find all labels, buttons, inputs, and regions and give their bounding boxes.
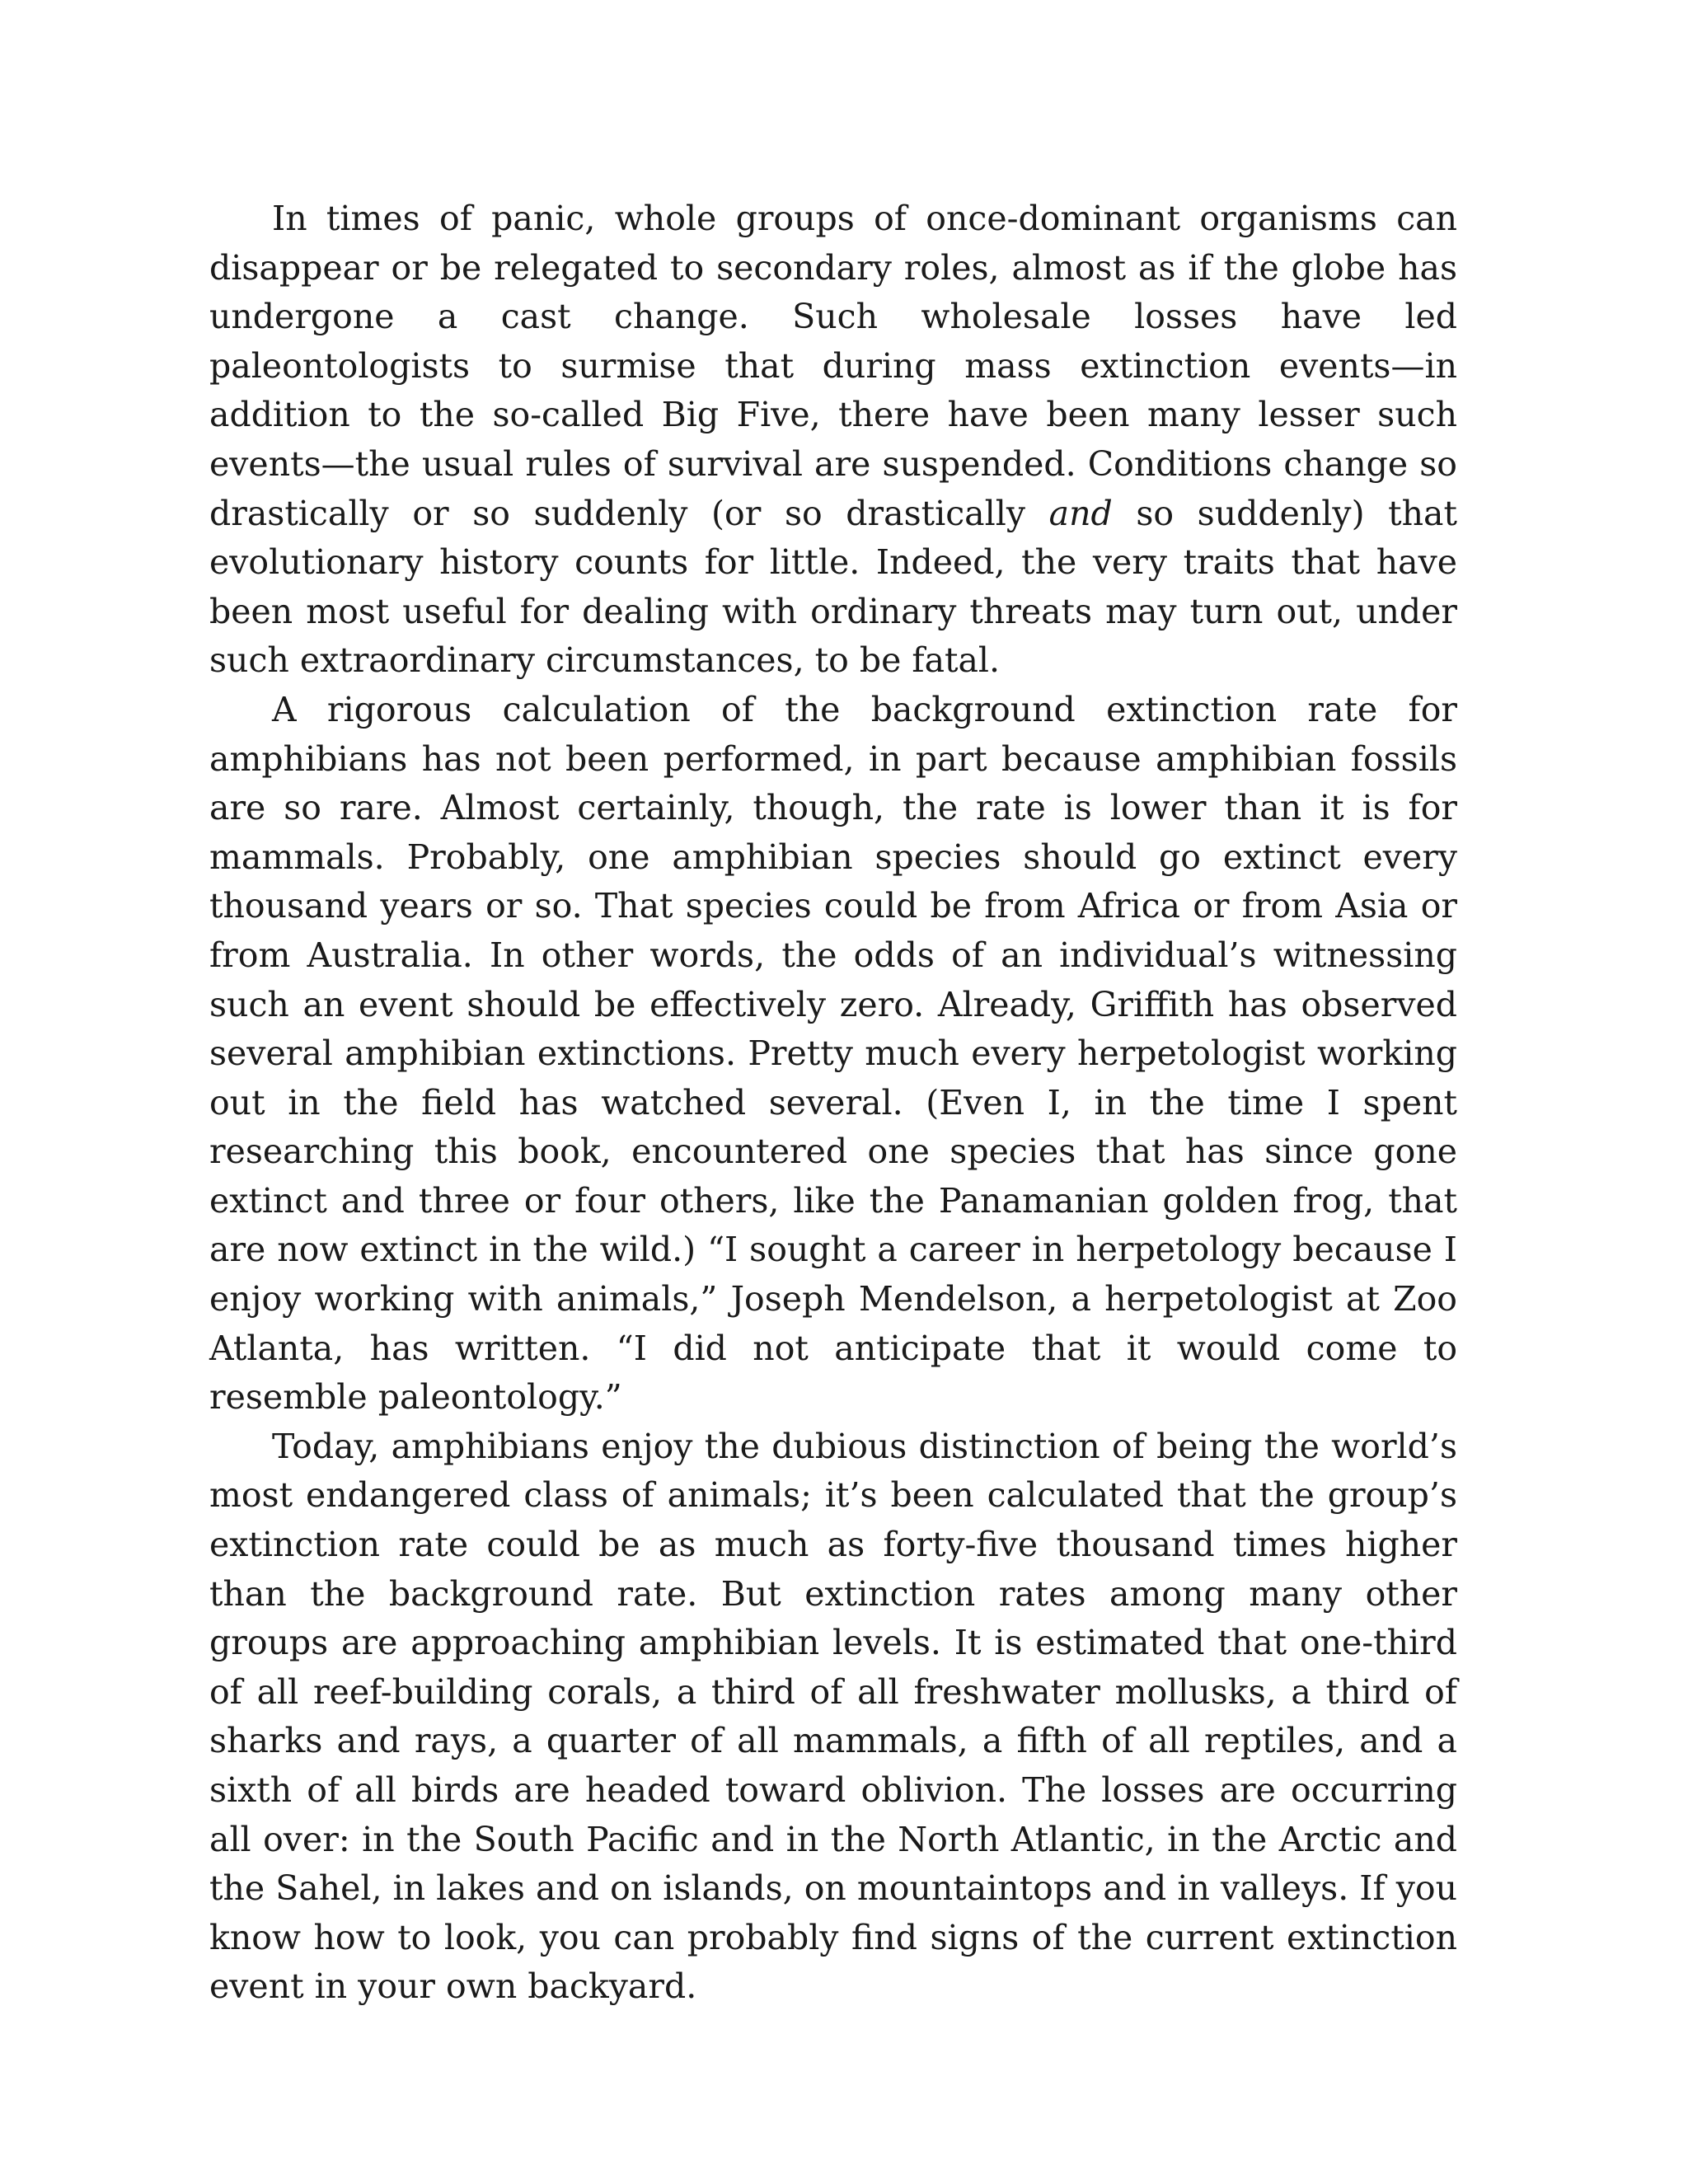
body-paragraph-3 bbox=[209, 1422, 1457, 2012]
paragraph-1-italic-and: and bbox=[1048, 493, 1113, 533]
document-page bbox=[209, 194, 1457, 2012]
body-paragraph-1 bbox=[209, 194, 1457, 686]
paragraph-1-text-a: In times of panic, whole groups of once-dominant organisms can disappear or be relegated to secondary roles, almost as if the globe has undergone a cast change. Such wholesale losses have led paleontologists to surmise that during mass extinction events—in addition to the so-called Big Five, there have been many lesser such events—the usual rules of survival are suspended. Conditions change so drastically or so suddenly (or so drastically bbox=[209, 199, 1457, 533]
paragraph-1-text-b: so suddenly) that evolutionary history counts for little. Indeed, the very traits that have been most useful for dealing with ordinary threats may turn out, under such extraordinary circumstances, to be fatal. bbox=[209, 493, 1457, 681]
paragraph-3-text: Today, amphibians enjoy the dubious distinction of being the world’s most endangered class of animals; it’s been calculated that the group’s extinction rate could be as much as forty-five thousand times higher than the background rate. But extinction rates among many other groups are approaching amphibian levels. It is estimated that one-third of all reef-building corals, a third of all freshwater mollusks, a third of sharks and rays, a quarter of all mammals, a fifth of all reptiles, and a sixth of all birds are headed toward oblivion. The losses are occurring all over: in the South Pacific and in the North Atlantic, in the Arctic and the Sahel, in lakes and on islands, on mountaintops and in valleys. If you know how to look, you can probably find signs of the current extinction event in your own backyard. bbox=[209, 1426, 1457, 2007]
body-paragraph-2 bbox=[209, 686, 1457, 1422]
paragraph-2-text: A rigorous calculation of the background extinction rate for amphibians has not been performed, in part because amphibian fossils are so rare. Almost certainly, though, the rate is lower than it is for mammals. Probably, one amphibian species should go extinct every thousand years or so. That species could be from Africa or from Asia or from Australia. In other words, the odds of an individual’s witnessing such an event should be effectively zero. Already, Griffith has observed several amphibian extinctions. Pretty much every herpetologist working out in the field has watched several. (Even I, in the time I spent researching this book, encountered one species that has since gone extinct and three or four others, like the Panamanian golden frog, that are now extinct in the wild.) “I sought a career in herpetology because I enjoy working with animals,” Joseph Mendelson, a herpetologist at Zoo Atlanta, has written. “I did not anticipate that it would come to resemble paleontology.” bbox=[209, 689, 1457, 1418]
